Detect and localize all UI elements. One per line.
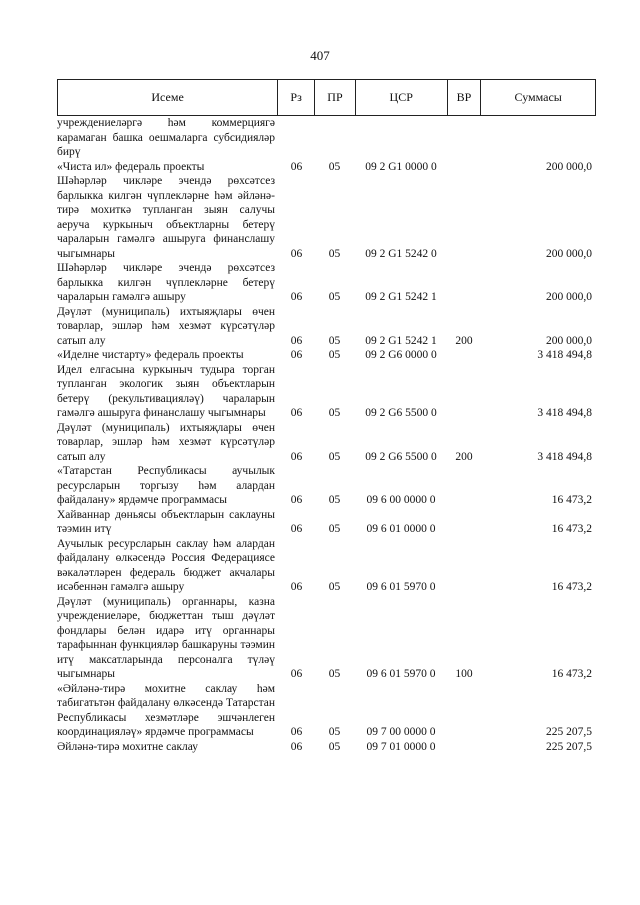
- cell-pr: 05: [328, 291, 341, 303]
- cell-sum: 3 418 494,8: [537, 450, 592, 463]
- cell-rz: 06: [290, 349, 303, 361]
- cell-csr: 09 2 G6 0000 0: [365, 349, 437, 361]
- cell-sum: 200 000,0: [546, 247, 592, 260]
- table-row: [57, 595, 596, 682]
- cell-name: «Әйләнә-тирә мохитне саклау һәм табигатьтән файдалану өлкәсендә Татарстан Республикасы хезмәтләре эшчәнлеген координацияләү» ярдәмче программасы: [57, 682, 275, 738]
- cell-csr: 09 7 01 0000 0: [366, 740, 436, 753]
- cell-sum: 3 418 494,8: [537, 407, 592, 419]
- cell-name: Шәһәрләр чикләре эчендә рөхсәтсез барлыкка килгән чүплекләрне бетерү чараларын гамәлгә ашыру: [57, 262, 275, 303]
- table-row: [57, 116, 596, 160]
- cell-sum: 16 473,2: [551, 494, 592, 506]
- cell-pr: 05: [328, 450, 341, 463]
- cell-csr: 09 2 G1 5242 1: [365, 334, 437, 347]
- cell-rz: 06: [290, 291, 303, 303]
- cell-sum: 3 418 494,8: [537, 349, 592, 361]
- table-row: [57, 174, 596, 261]
- table-row: [57, 508, 596, 537]
- cell-name: Идел елгасына куркыныч тудыра торган тупланган экологик зыян объектларын бетерү (рекультивацияләү) чараларын гамәлгә ашыруга финанслашу чыгымнары: [57, 363, 275, 419]
- cell-sum: 200 000,0: [546, 291, 592, 303]
- cell-pr: 05: [328, 349, 341, 361]
- header-sum: Суммасы: [480, 80, 595, 115]
- cell-pr: 05: [328, 523, 341, 535]
- cell-rz: 06: [290, 668, 303, 680]
- cell-csr: 09 2 G1 5242 1: [365, 291, 437, 303]
- cell-rz: 06: [290, 740, 303, 753]
- budget-table: [57, 79, 596, 754]
- table-row: [57, 160, 596, 175]
- table-row: [57, 682, 596, 740]
- cell-name: Аучылык ресурсларын саклау һәм алардан файдалану өлкәсендә Россия Федерациясе вәкаләтләрен федераль бюджет акчалары исәбеннән гамәлгә ашыру: [57, 537, 275, 593]
- cell-name: Дәүләт (муниципаль) ихтыяҗлары өчен товарлар, эшләр һәм хезмәт күрсәтүләр сатып алу: [57, 305, 275, 347]
- table-row: [57, 537, 596, 595]
- cell-sum: 200 000,0: [546, 160, 592, 173]
- cell-name: «Чиста ил» федераль проекты: [57, 160, 205, 173]
- cell-sum: 16 473,2: [551, 523, 592, 535]
- cell-csr: 09 6 01 0000 0: [366, 523, 436, 535]
- cell-rz: 06: [290, 581, 303, 593]
- header-csr: ЦСР: [355, 80, 447, 115]
- cell-csr: 09 2 G6 5500 0: [365, 450, 437, 463]
- cell-name: Әйләнә-тирә мохитне саклау: [57, 740, 199, 753]
- cell-csr: 09 6 00 0000 0: [366, 494, 436, 506]
- table-row: [57, 348, 596, 363]
- cell-csr: 09 6 01 5970 0: [366, 668, 436, 680]
- cell-pr: 05: [328, 160, 341, 173]
- table-row: [57, 261, 596, 305]
- cell-pr: 05: [328, 407, 341, 419]
- cell-pr: 05: [328, 334, 341, 347]
- header-pr: ПР: [314, 80, 355, 115]
- cell-rz: 06: [290, 726, 303, 738]
- cell-csr: 09 6 01 5970 0: [366, 581, 436, 593]
- cell-rz: 06: [290, 407, 303, 419]
- cell-sum: 200 000,0: [546, 334, 592, 347]
- cell-csr: 09 2 G1 0000 0: [365, 160, 437, 173]
- header-rz: Рз: [277, 80, 314, 115]
- page-number: 407: [310, 48, 330, 63]
- table-row: [57, 740, 596, 755]
- cell-vr: 100: [455, 668, 473, 680]
- cell-rz: 06: [290, 523, 303, 535]
- cell-pr: 05: [328, 740, 341, 753]
- cell-sum: 225 207,5: [546, 740, 592, 753]
- header-name: Исеме: [151, 90, 184, 104]
- cell-rz: 06: [290, 450, 303, 463]
- cell-pr: 05: [328, 726, 341, 738]
- cell-csr: 09 2 G1 5242 0: [365, 247, 437, 260]
- table-header: [57, 79, 596, 116]
- cell-name: «Иделне чистарту» федераль проекты: [57, 349, 244, 361]
- cell-name: Шәһәрләр чикләре эчендә рөхсәтсез барлыкка килгән чүплекләрне һәм әйләнә-тирә мохиткә тупланган зыян салучы аеруча куркыныч объектларны бетерү чараларын гамәлгә ашыруга финанслашу чыгымнары: [57, 175, 275, 260]
- cell-name: Дәүләт (муниципаль) ихтыяҗлары өчен товарлар, эшләр һәм хезмәт күрсәтүләр сатып алу: [57, 421, 275, 463]
- cell-name: Хайваннар дөньясы объектларын саклауны тәэмин итү: [57, 508, 275, 535]
- table-body: [57, 116, 596, 754]
- cell-name: «Татарстан Республикасы аучылык ресурсларын торгызу һәм алардан файдалану» ярдәмче программасы: [57, 465, 275, 506]
- cell-name: Дәүләт (муниципаль) органнары, казна учреждениеләре, бюджеттан тыш дәүләт фондлары белән идарә итү органнары тарафыннан функцияләр башкаруны тәэмин итү максатларында персоналга түләү чыгымнары: [57, 595, 275, 680]
- table-row: [57, 421, 596, 465]
- cell-pr: 05: [328, 494, 341, 506]
- table-row: [57, 305, 596, 349]
- cell-csr: 09 7 00 0000 0: [366, 726, 436, 738]
- cell-csr: 09 2 G6 5500 0: [365, 407, 437, 419]
- table-row: [57, 464, 596, 508]
- cell-name: учреждениеләргә һәм коммерциягә карамаган башка оешмаларга субсидияләр бирү: [57, 117, 275, 158]
- cell-vr: 200: [455, 450, 473, 463]
- table-row: [57, 363, 596, 421]
- cell-pr: 05: [328, 247, 341, 260]
- cell-rz: 06: [290, 494, 303, 506]
- cell-sum: 16 473,2: [551, 668, 592, 680]
- cell-sum: 225 207,5: [546, 726, 592, 738]
- cell-rz: 06: [290, 247, 303, 260]
- cell-sum: 16 473,2: [551, 581, 592, 593]
- cell-pr: 05: [328, 668, 341, 680]
- cell-rz: 06: [290, 334, 303, 347]
- cell-pr: 05: [328, 581, 341, 593]
- header-vr: ВР: [447, 80, 481, 115]
- cell-rz: 06: [290, 160, 303, 173]
- cell-vr: 200: [455, 334, 473, 347]
